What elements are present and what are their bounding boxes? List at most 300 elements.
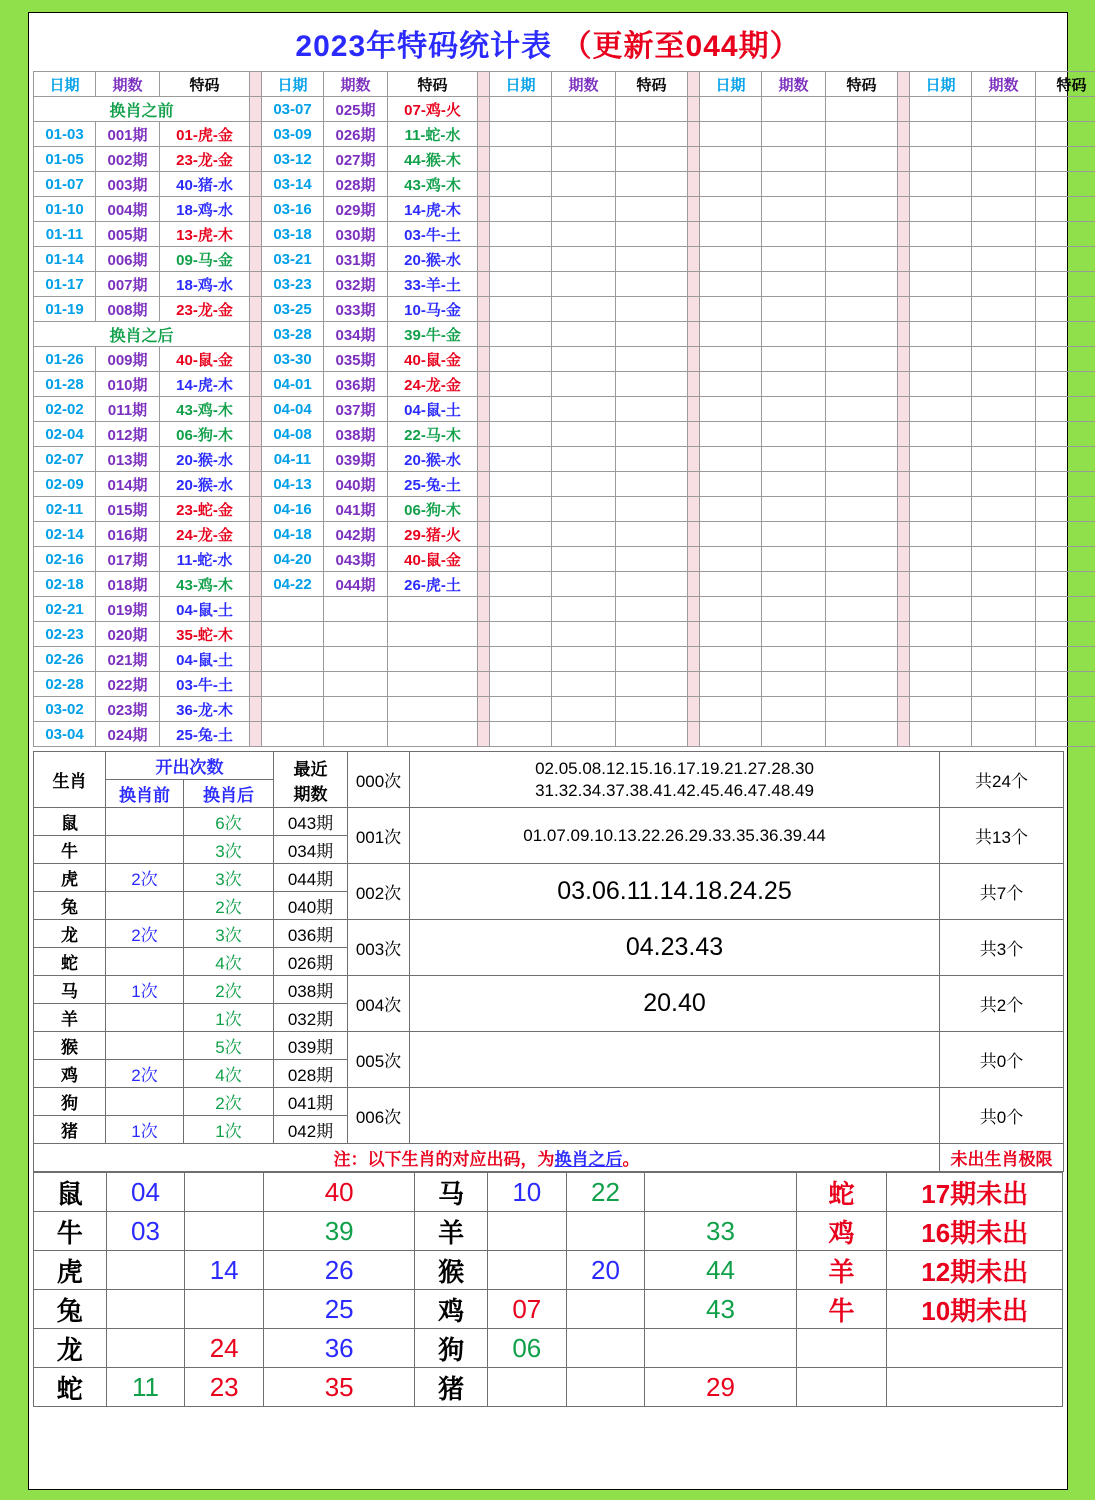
bottom-number: [566, 1290, 645, 1329]
limit-text: 10期未出: [887, 1290, 1063, 1329]
cell-special-code: [1036, 422, 1095, 447]
stat-count-after: 5次: [184, 1032, 274, 1060]
table-row: [34, 97, 1095, 122]
cell-issue: [972, 672, 1036, 697]
cell-date: 04-13: [262, 472, 324, 497]
cell-issue: 013期: [96, 447, 160, 472]
stat-count-after: 2次: [184, 1088, 274, 1116]
column-header-issue: 期数: [762, 72, 826, 97]
column-header-date: 日期: [700, 72, 762, 97]
cell-issue: [762, 172, 826, 197]
cell-special-code: [1036, 147, 1095, 172]
cell-issue: [552, 97, 616, 122]
column-separator: [478, 597, 490, 622]
cell-date: [910, 372, 972, 397]
cell-special-code: [616, 322, 688, 347]
stat-zodiac: 狗: [34, 1088, 106, 1116]
cell-issue: [324, 597, 388, 622]
column-separator: [478, 397, 490, 422]
column-separator: [478, 697, 490, 722]
cell-date: [910, 197, 972, 222]
cell-issue: [552, 297, 616, 322]
cell-issue: [762, 397, 826, 422]
cell-date: 04-20: [262, 547, 324, 572]
cell-date: [490, 647, 552, 672]
cell-issue: 037期: [324, 397, 388, 422]
cell-date: [910, 422, 972, 447]
cell-date: [700, 247, 762, 272]
cell-special-code: [826, 572, 898, 597]
cell-date: [490, 472, 552, 497]
cell-date: 03-21: [262, 247, 324, 272]
table-row: [34, 864, 1064, 892]
cell-issue: 039期: [324, 447, 388, 472]
section-banner: 换肖之后: [34, 322, 250, 347]
stat-zodiac: 鸡: [34, 1060, 106, 1088]
table-row: [34, 622, 1095, 647]
cell-date: [700, 622, 762, 647]
cell-date: [262, 672, 324, 697]
zodiac-number-map-table: [33, 1172, 1063, 1407]
cell-date: [700, 97, 762, 122]
table-row: [34, 472, 1095, 497]
cell-issue: 020期: [96, 622, 160, 647]
cell-date: 02-28: [34, 672, 96, 697]
cell-date: [262, 722, 324, 747]
cell-date: [490, 397, 552, 422]
bottom-number: 06: [487, 1329, 566, 1368]
cell-issue: 031期: [324, 247, 388, 272]
cell-issue: [762, 497, 826, 522]
freq-total: 共0个: [940, 1088, 1064, 1144]
cell-date: [910, 172, 972, 197]
cell-date: [490, 322, 552, 347]
cell-special-code: [826, 347, 898, 372]
cell-issue: 017期: [96, 547, 160, 572]
cell-special-code: [1036, 97, 1095, 122]
column-separator: [250, 97, 262, 122]
cell-special-code: 20-猴-水: [160, 447, 250, 472]
cell-issue: 005期: [96, 222, 160, 247]
bottom-wrap: [29, 1172, 1067, 1407]
cell-special-code: [616, 522, 688, 547]
column-separator: [478, 722, 490, 747]
limit-text: 16期未出: [887, 1212, 1063, 1251]
cell-date: [490, 197, 552, 222]
cell-special-code: [826, 272, 898, 297]
cell-date: [700, 547, 762, 572]
column-separator: [478, 122, 490, 147]
cell-date: [910, 397, 972, 422]
cell-special-code: [1036, 697, 1095, 722]
cell-date: 04-08: [262, 422, 324, 447]
column-separator: [478, 347, 490, 372]
cell-special-code: [1036, 247, 1095, 272]
cell-issue: [762, 372, 826, 397]
bottom-number: [566, 1368, 645, 1407]
stat-header-recent-line1: 最近: [293, 759, 328, 779]
bottom-zodiac: 马: [415, 1173, 488, 1212]
cell-special-code: [616, 497, 688, 522]
table-row: [34, 547, 1095, 572]
cell-special-code: [616, 197, 688, 222]
cell-date: 02-21: [34, 597, 96, 622]
cell-issue: 010期: [96, 372, 160, 397]
stat-zodiac: 马: [34, 976, 106, 1004]
cell-date: [490, 222, 552, 247]
cell-special-code: 10-马-金: [388, 297, 478, 322]
cell-special-code: [1036, 347, 1095, 372]
cell-special-code: [1036, 722, 1095, 747]
cell-issue: [552, 572, 616, 597]
cell-special-code: [616, 297, 688, 322]
cell-special-code: [826, 622, 898, 647]
bottom-number: [106, 1290, 185, 1329]
cell-special-code: [1036, 397, 1095, 422]
column-separator: [250, 672, 262, 697]
cell-date: [700, 422, 762, 447]
cell-issue: [972, 322, 1036, 347]
column-separator: [898, 272, 910, 297]
column-separator: [478, 472, 490, 497]
cell-issue: [552, 672, 616, 697]
cell-special-code: [1036, 272, 1095, 297]
cell-date: [910, 722, 972, 747]
cell-issue: [552, 622, 616, 647]
cell-date: [262, 622, 324, 647]
column-separator: [898, 422, 910, 447]
cell-date: 01-17: [34, 272, 96, 297]
column-separator: [898, 297, 910, 322]
cell-issue: [762, 347, 826, 372]
cell-date: [700, 647, 762, 672]
column-separator: [898, 572, 910, 597]
freq-total: 共7个: [940, 864, 1064, 920]
cell-issue: [972, 397, 1036, 422]
cell-date: [700, 272, 762, 297]
bottom-number: 23: [185, 1368, 264, 1407]
column-separator: [250, 272, 262, 297]
column-separator: [250, 697, 262, 722]
cell-date: [910, 97, 972, 122]
cell-issue: [762, 272, 826, 297]
column-separator: [898, 147, 910, 172]
stat-recent-issue: 026期: [274, 948, 348, 976]
cell-date: [910, 597, 972, 622]
cell-special-code: [388, 647, 478, 672]
stat-count-after: 1次: [184, 1004, 274, 1032]
column-separator: [898, 647, 910, 672]
cell-issue: [552, 472, 616, 497]
stat-count-before: 2次: [106, 920, 184, 948]
cell-issue: 024期: [96, 722, 160, 747]
column-header-issue: 期数: [96, 72, 160, 97]
stat-zodiac: 蛇: [34, 948, 106, 976]
cell-date: 03-12: [262, 147, 324, 172]
bottom-number: 22: [566, 1173, 645, 1212]
column-separator: [898, 97, 910, 122]
page-title-sub: （更新至044期）: [561, 30, 801, 63]
column-separator: [250, 197, 262, 222]
cell-issue: [762, 647, 826, 672]
cell-issue: 040期: [324, 472, 388, 497]
cell-special-code: 22-马-木: [388, 422, 478, 447]
table-row: [34, 497, 1095, 522]
cell-special-code: 24-龙-金: [160, 522, 250, 547]
cell-issue: [552, 647, 616, 672]
cell-issue: [324, 722, 388, 747]
column-separator: [898, 547, 910, 572]
cell-issue: [972, 522, 1036, 547]
cell-issue: 044期: [324, 572, 388, 597]
bottom-zodiac: 蛇: [34, 1368, 107, 1407]
stat-recent-issue: 042期: [274, 1116, 348, 1144]
cell-special-code: 40-猪-水: [160, 172, 250, 197]
column-separator: [898, 472, 910, 497]
cell-issue: 032期: [324, 272, 388, 297]
cell-issue: [552, 522, 616, 547]
column-separator: [688, 572, 700, 597]
freq-label: 000次: [348, 752, 410, 808]
column-separator: [250, 147, 262, 172]
cell-issue: 029期: [324, 197, 388, 222]
cell-date: [700, 522, 762, 547]
cell-special-code: [826, 597, 898, 622]
freq-total: 共24个: [940, 752, 1064, 808]
table-row: [34, 1173, 1063, 1212]
cell-special-code: [826, 247, 898, 272]
page-title: [29, 13, 1067, 71]
freq-numbers: [410, 752, 940, 808]
cell-special-code: [388, 697, 478, 722]
stat-recent-issue: 028期: [274, 1060, 348, 1088]
cell-special-code: [616, 272, 688, 297]
column-separator: [478, 497, 490, 522]
cell-special-code: 44-猴-木: [388, 147, 478, 172]
stat-zodiac: 龙: [34, 920, 106, 948]
cell-issue: [972, 122, 1036, 147]
note-pre: 注：以下生肖的对应出码，为: [333, 1150, 555, 1169]
column-separator: [688, 647, 700, 672]
column-header-code: 特码: [1036, 72, 1095, 97]
cell-special-code: [826, 197, 898, 222]
column-separator: [478, 422, 490, 447]
cell-special-code: 06-狗-木: [388, 497, 478, 522]
note-text: [34, 1144, 940, 1172]
cell-date: 03-16: [262, 197, 324, 222]
note-link[interactable]: 换肖之后: [554, 1150, 623, 1169]
table-row: [34, 247, 1095, 272]
cell-issue: [972, 172, 1036, 197]
cell-issue: [552, 422, 616, 447]
cell-issue: [552, 397, 616, 422]
table-row: [34, 222, 1095, 247]
cell-special-code: [616, 547, 688, 572]
cell-issue: 036期: [324, 372, 388, 397]
cell-date: 02-18: [34, 572, 96, 597]
cell-issue: [972, 497, 1036, 522]
column-separator: [688, 322, 700, 347]
cell-issue: [762, 622, 826, 647]
cell-special-code: 39-牛-金: [388, 322, 478, 347]
cell-issue: [972, 197, 1036, 222]
cell-issue: [972, 147, 1036, 172]
stat-count-before: [106, 1032, 184, 1060]
bottom-number: 40: [264, 1173, 415, 1212]
column-separator: [250, 522, 262, 547]
cell-date: 01-14: [34, 247, 96, 272]
cell-special-code: 06-狗-木: [160, 422, 250, 447]
cell-special-code: [616, 147, 688, 172]
cell-special-code: 25-兔-土: [388, 472, 478, 497]
note-post: 。: [622, 1150, 640, 1169]
cell-issue: [972, 297, 1036, 322]
cell-date: 04-22: [262, 572, 324, 597]
cell-issue: [552, 172, 616, 197]
cell-special-code: 40-鼠-金: [160, 347, 250, 372]
cell-issue: 043期: [324, 547, 388, 572]
table-row: [34, 272, 1095, 297]
column-separator: [898, 597, 910, 622]
cell-date: 02-26: [34, 647, 96, 672]
cell-date: [490, 122, 552, 147]
stat-count-after: 2次: [184, 976, 274, 1004]
cell-date: 03-07: [262, 97, 324, 122]
cell-special-code: [616, 622, 688, 647]
cell-date: [700, 672, 762, 697]
cell-special-code: 20-猴-水: [388, 447, 478, 472]
bottom-number: 10: [487, 1173, 566, 1212]
column-separator: [688, 447, 700, 472]
column-separator: [250, 497, 262, 522]
cell-issue: [972, 472, 1036, 497]
table-row: [34, 122, 1095, 147]
cell-issue: [762, 222, 826, 247]
cell-issue: 003期: [96, 172, 160, 197]
stat-zodiac: 鼠: [34, 808, 106, 836]
cell-special-code: 04-鼠-土: [388, 397, 478, 422]
column-separator: [688, 222, 700, 247]
column-separator: [898, 697, 910, 722]
note-row: [34, 1144, 1064, 1172]
cell-issue: 034期: [324, 322, 388, 347]
stat-count-after: 4次: [184, 1060, 274, 1088]
cell-issue: 038期: [324, 422, 388, 447]
cell-issue: 027期: [324, 147, 388, 172]
column-separator: [478, 272, 490, 297]
cell-special-code: [826, 672, 898, 697]
bottom-number: 20: [566, 1251, 645, 1290]
cell-issue: [972, 97, 1036, 122]
cell-special-code: [388, 672, 478, 697]
column-separator: [250, 322, 262, 347]
cell-special-code: [1036, 297, 1095, 322]
cell-date: [910, 222, 972, 247]
cell-date: [700, 497, 762, 522]
cell-special-code: [388, 597, 478, 622]
table-row: [34, 1088, 1064, 1116]
cell-date: [490, 547, 552, 572]
cell-date: 03-18: [262, 222, 324, 247]
limit-zodiac: [796, 1329, 887, 1368]
stat-count-after: 3次: [184, 920, 274, 948]
freq-numbers-line: 01.07.09.10.13.22.26.29.33.35.36.39.44: [523, 825, 826, 845]
cell-date: 03-02: [34, 697, 96, 722]
cell-special-code: [826, 422, 898, 447]
cell-issue: [762, 572, 826, 597]
cell-special-code: 18-鸡-水: [160, 197, 250, 222]
cell-special-code: [1036, 222, 1095, 247]
cell-date: [910, 572, 972, 597]
cell-issue: [552, 322, 616, 347]
cell-special-code: [616, 597, 688, 622]
cell-date: [262, 647, 324, 672]
cell-issue: [762, 697, 826, 722]
cell-issue: [552, 597, 616, 622]
bottom-zodiac: 猴: [415, 1251, 488, 1290]
cell-special-code: [826, 97, 898, 122]
bottom-zodiac: 鸡: [415, 1290, 488, 1329]
column-header-code: 特码: [388, 72, 478, 97]
bottom-zodiac: 狗: [415, 1329, 488, 1368]
cell-date: 02-07: [34, 447, 96, 472]
cell-special-code: 14-虎-木: [160, 372, 250, 397]
column-separator: [478, 222, 490, 247]
cell-date: [910, 547, 972, 572]
limit-text: [887, 1368, 1063, 1407]
cell-issue: [972, 447, 1036, 472]
cell-date: [490, 422, 552, 447]
stat-count-before: [106, 1004, 184, 1032]
stat-recent-issue: 040期: [274, 892, 348, 920]
cell-issue: [552, 347, 616, 372]
cell-issue: 006期: [96, 247, 160, 272]
stat-count-before: [106, 836, 184, 864]
table-row: [34, 522, 1095, 547]
table-row: [34, 297, 1095, 322]
cell-date: [490, 272, 552, 297]
table-row: [34, 697, 1095, 722]
cell-date: [910, 297, 972, 322]
column-separator: [478, 672, 490, 697]
cell-date: [910, 447, 972, 472]
cell-date: 01-19: [34, 297, 96, 322]
table-row: [34, 1368, 1063, 1407]
cell-special-code: [1036, 472, 1095, 497]
column-separator: [688, 472, 700, 497]
cell-date: 04-18: [262, 522, 324, 547]
cell-issue: [762, 522, 826, 547]
table-row: [34, 1290, 1063, 1329]
cell-issue: 001期: [96, 122, 160, 147]
cell-issue: [552, 722, 616, 747]
column-separator: [250, 297, 262, 322]
cell-date: 01-07: [34, 172, 96, 197]
cell-date: [700, 472, 762, 497]
cell-special-code: [388, 722, 478, 747]
stat-count-before: 2次: [106, 864, 184, 892]
column-separator: [898, 522, 910, 547]
cell-issue: [552, 372, 616, 397]
column-separator: [250, 597, 262, 622]
column-separator: [688, 672, 700, 697]
cell-issue: [762, 97, 826, 122]
stat-recent-issue: 039期: [274, 1032, 348, 1060]
bottom-number: 35: [264, 1368, 415, 1407]
cell-issue: 025期: [324, 97, 388, 122]
limit-zodiac: [796, 1368, 887, 1407]
column-separator: [898, 197, 910, 222]
